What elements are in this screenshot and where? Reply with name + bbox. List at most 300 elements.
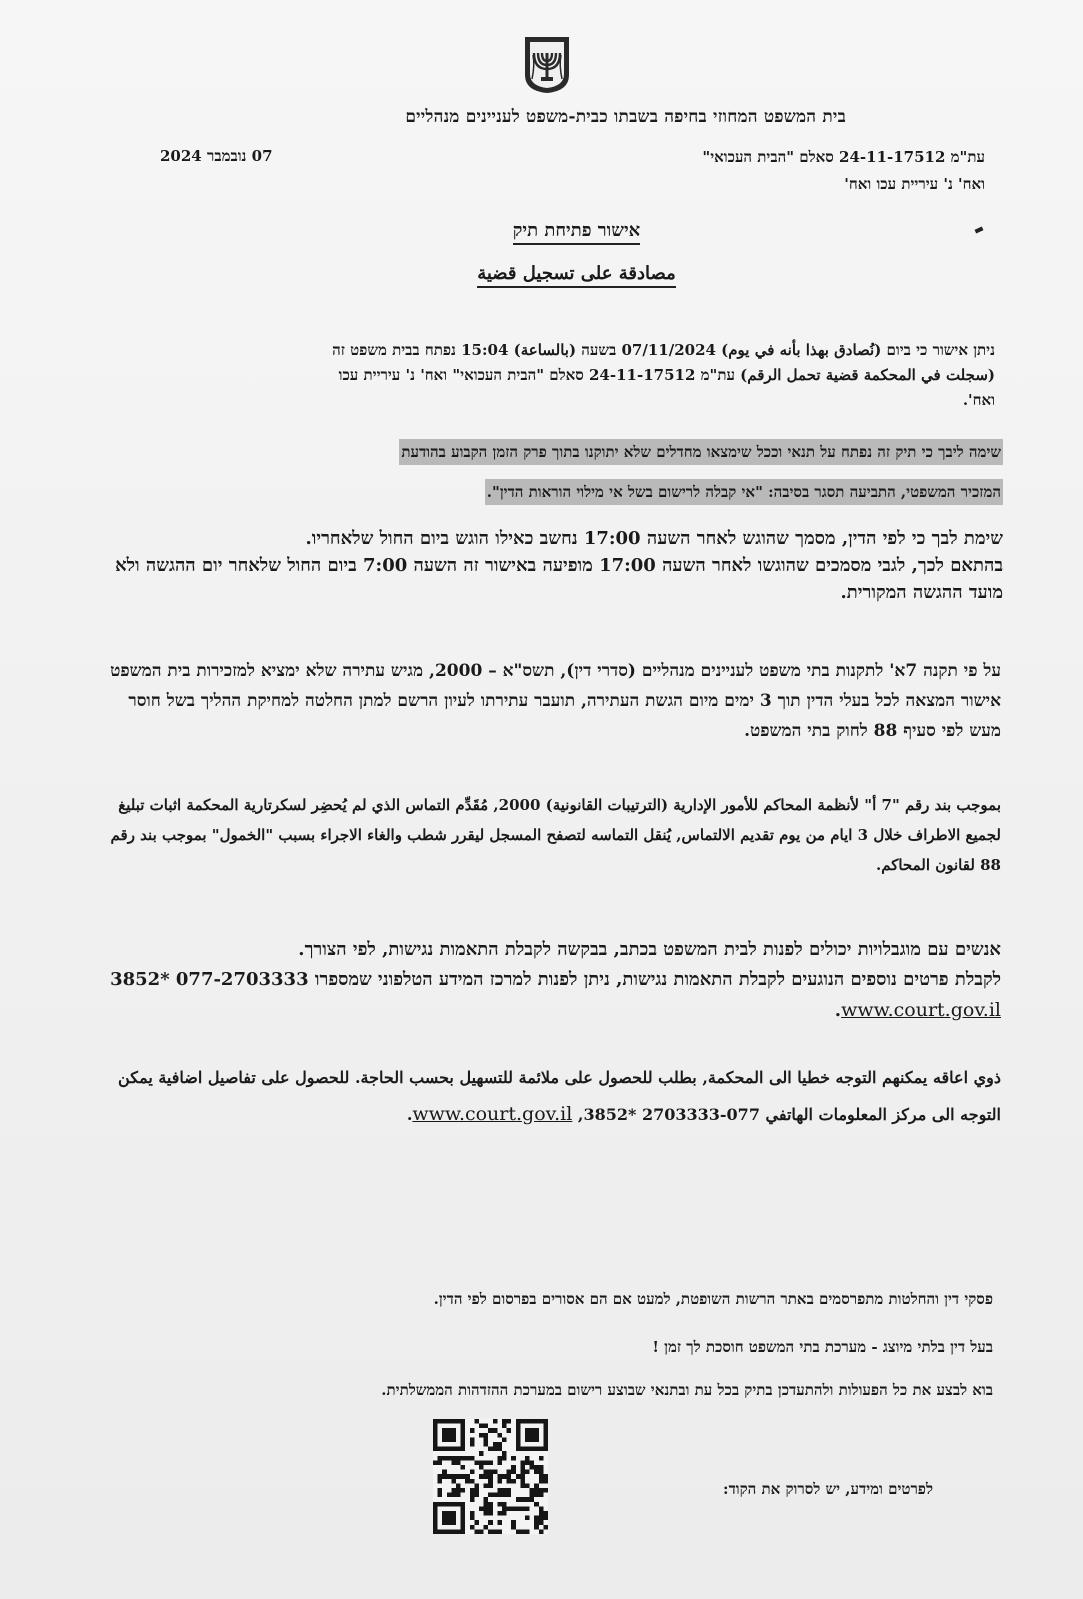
qr-module	[516, 1506, 521, 1511]
qr-module	[516, 1529, 521, 1534]
qr-module	[479, 1433, 484, 1438]
qr-module	[507, 1470, 512, 1475]
qr-module	[543, 1437, 548, 1442]
qr-module	[516, 1474, 521, 1479]
qr-module	[539, 1470, 544, 1475]
qr-module	[530, 1433, 535, 1438]
qr-module	[433, 1419, 438, 1424]
qr-module	[511, 1525, 516, 1530]
qr-module	[447, 1502, 452, 1507]
filing-time-notice	[113, 525, 1003, 606]
qr-module	[451, 1479, 456, 1484]
qr-module	[451, 1488, 456, 1493]
qr-module	[470, 1525, 475, 1530]
qr-module	[520, 1470, 525, 1475]
qr-module	[516, 1437, 521, 1442]
qr-module	[451, 1437, 456, 1442]
confirmation-line-1: ניתן אישור כי ביום (نُصادق بهذا بأنه في يوم) 07/11/2024 בשעה (بالساعة) 15:04 נפתח בבית משפט זה	[332, 341, 995, 359]
qr-module	[447, 1428, 452, 1433]
qr-module	[461, 1502, 466, 1507]
qr-module	[433, 1433, 438, 1438]
qr-module	[442, 1474, 447, 1479]
document-date: 07 נובמבר 2024	[160, 147, 273, 165]
unrepresented-party-notice: בעל דין בלתי מיוצג - מערכת בתי המשפט חוסכת לך זמן !	[652, 1338, 993, 1356]
qr-module	[456, 1474, 461, 1479]
qr-module	[534, 1525, 539, 1530]
qr-module	[543, 1479, 548, 1484]
qr-module	[447, 1529, 452, 1534]
document-title	[0, 220, 1083, 241]
qr-module	[497, 1433, 502, 1438]
qr-module	[447, 1520, 452, 1525]
qr-module	[539, 1516, 544, 1521]
qr-module	[511, 1520, 516, 1525]
qr-module	[461, 1516, 466, 1521]
qr-module	[525, 1529, 530, 1534]
qr-module	[534, 1493, 539, 1498]
qr-module	[543, 1511, 548, 1516]
qr-module	[433, 1516, 438, 1521]
qr-module	[497, 1520, 502, 1525]
qr-module	[502, 1506, 507, 1511]
qr-module	[488, 1493, 493, 1498]
qr-module	[493, 1442, 498, 1447]
confirmation-paragraph	[100, 338, 995, 413]
qr-module	[530, 1460, 535, 1465]
qr-module	[447, 1447, 452, 1452]
qr-module	[470, 1516, 475, 1521]
qr-module	[442, 1437, 447, 1442]
qr-module	[479, 1451, 484, 1456]
qr-module	[516, 1428, 521, 1433]
qr-module	[451, 1433, 456, 1438]
qr-module	[502, 1493, 507, 1498]
qr-module	[470, 1442, 475, 1447]
qr-module	[484, 1470, 489, 1475]
qr-module	[497, 1474, 502, 1479]
qr-module	[543, 1525, 548, 1530]
notice-line-2: המזכיר המשפטי, התביעה תסגר בסיבה: "אי קבלה לרישום בשל אי מילוי הוראות הדין".	[485, 479, 1003, 505]
qr-module	[534, 1428, 539, 1433]
regulation-paragraph: על פי תקנה 7א' לתקנות בתי משפט לעניינים מנהליים (סדרי דין), תשס"א – 2000, מגיש עתירה שלא ימציא למזכירות בית המשפט אישור המצאה לכל בעלי הדין תוך 3 ימים מיום הגשת העתירה, תועבר עתירתו לעיון הרשם למתן החלטה למחיקת ההליך בשל חוסר מעש לפי סעיף 88 לחוק בתי המשפט.	[110, 661, 1001, 741]
qr-module	[520, 1419, 525, 1424]
confirmation-line-2: (سجلت في المحكمة قضية تحمل الرقم) עת"מ 24-11-17512 סאלם "הבית העכואי" ואח' נ' עיריית עכו	[338, 366, 995, 384]
qr-module	[442, 1502, 447, 1507]
qr-module	[479, 1529, 484, 1534]
qr-module	[520, 1479, 525, 1484]
qr-module	[520, 1447, 525, 1452]
qr-module	[530, 1419, 535, 1424]
qr-module	[516, 1442, 521, 1447]
qr-module	[456, 1502, 461, 1507]
qr-module	[543, 1474, 548, 1479]
qr-module	[451, 1502, 456, 1507]
qr-module	[502, 1511, 507, 1516]
qr-module	[438, 1474, 443, 1479]
qr-module	[530, 1497, 535, 1502]
qr-module	[470, 1428, 475, 1433]
qr-module	[511, 1465, 516, 1470]
qr-module	[516, 1447, 521, 1452]
qr-module	[470, 1488, 475, 1493]
qr-module	[447, 1419, 452, 1424]
qr-module	[530, 1488, 535, 1493]
qr-module	[451, 1511, 456, 1516]
qr-module	[539, 1419, 544, 1424]
qr-module	[479, 1460, 484, 1465]
qr-module	[442, 1516, 447, 1521]
qr-module	[511, 1456, 516, 1461]
qr-module	[442, 1433, 447, 1438]
qr-module	[438, 1456, 443, 1461]
qr-module	[520, 1460, 525, 1465]
qr-module	[461, 1424, 466, 1429]
qr-module	[474, 1493, 479, 1498]
qr-module	[497, 1502, 502, 1507]
qr-module	[516, 1419, 521, 1424]
qr-module	[447, 1511, 452, 1516]
qr-module	[479, 1506, 484, 1511]
qr-module	[488, 1479, 493, 1484]
qr-module	[438, 1529, 443, 1534]
qr-module	[461, 1447, 466, 1452]
qr-module	[539, 1447, 544, 1452]
qr-module	[456, 1460, 461, 1465]
qr-module	[488, 1506, 493, 1511]
qr-module	[433, 1502, 438, 1507]
qr-module	[433, 1511, 438, 1516]
qr-module	[511, 1470, 516, 1475]
qr-code-icon[interactable]	[433, 1418, 548, 1535]
qr-module	[465, 1479, 470, 1484]
qr-instruction: לפרטים ומידע, יש לסרוק את הקוד:	[723, 1480, 933, 1498]
qr-module	[539, 1511, 544, 1516]
qr-module	[525, 1437, 530, 1442]
qr-module	[438, 1488, 443, 1493]
qr-module	[534, 1502, 539, 1507]
qr-module	[525, 1460, 530, 1465]
publication-notice: פסקי דין והחלטות מתפרסמים באתר הרשות השופטת, למעט אם הם אסורים בפרסום לפי הדין.	[433, 1290, 993, 1308]
qr-module	[456, 1493, 461, 1498]
qr-module	[497, 1479, 502, 1484]
qr-module	[520, 1497, 525, 1502]
qr-module	[488, 1470, 493, 1475]
court-website-link[interactable]: www.court.gov.il	[841, 999, 1001, 1021]
qr-module	[530, 1465, 535, 1470]
qr-module	[507, 1493, 512, 1498]
qr-module	[502, 1474, 507, 1479]
court-website-link-arabic[interactable]: www.court.gov.il	[412, 1103, 573, 1125]
qr-module	[433, 1460, 438, 1465]
qr-module	[525, 1456, 530, 1461]
case-number-line: עת"מ 24-11-17512 סאלם "הבית העכואי"	[702, 148, 985, 166]
qr-module	[488, 1502, 493, 1507]
qr-module	[520, 1506, 525, 1511]
qr-module	[461, 1506, 466, 1511]
qr-module	[447, 1474, 452, 1479]
court-name: בית המשפט המחוזי בחיפה בשבתו כבית-משפט לעניינים מנהליים	[405, 107, 846, 127]
qr-module	[433, 1447, 438, 1452]
qr-module	[470, 1497, 475, 1502]
qr-module	[525, 1497, 530, 1502]
qr-module	[497, 1460, 502, 1465]
qr-module	[442, 1419, 447, 1424]
qr-module	[543, 1488, 548, 1493]
qr-module	[525, 1470, 530, 1475]
qr-module	[433, 1442, 438, 1447]
qr-module	[539, 1488, 544, 1493]
qr-module	[442, 1428, 447, 1433]
qr-module	[461, 1529, 466, 1534]
notice-row-2	[123, 472, 1003, 512]
qr-module	[433, 1428, 438, 1433]
qr-module	[534, 1488, 539, 1493]
qr-module	[470, 1479, 475, 1484]
qr-module	[525, 1419, 530, 1424]
qr-module	[488, 1529, 493, 1534]
qr-module	[479, 1465, 484, 1470]
qr-module	[451, 1456, 456, 1461]
qr-module	[484, 1442, 489, 1447]
qr-module	[543, 1428, 548, 1433]
qr-module	[465, 1456, 470, 1461]
qr-module	[520, 1529, 525, 1534]
qr-module	[525, 1447, 530, 1452]
conditional-notice	[123, 432, 1003, 512]
qr-module	[461, 1442, 466, 1447]
qr-module	[502, 1424, 507, 1429]
filing-time-paragraph-1: שימת לבך כי לפי הדין, מסמך שהוגש לאחר השעה 17:00 נחשב כאילו הוגש ביום החול שלאחריו.	[305, 528, 1003, 549]
qr-module	[484, 1424, 489, 1429]
qr-module	[442, 1470, 447, 1475]
qr-module	[497, 1456, 502, 1461]
qr-module	[461, 1428, 466, 1433]
qr-module	[534, 1470, 539, 1475]
qr-module	[516, 1497, 521, 1502]
qr-module	[543, 1424, 548, 1429]
qr-module	[484, 1437, 489, 1442]
qr-module	[438, 1460, 443, 1465]
qr-module	[534, 1447, 539, 1452]
menorah-emblem-icon	[523, 35, 571, 95]
qr-module	[451, 1419, 456, 1424]
qr-module	[534, 1437, 539, 1442]
notice-row-1	[123, 432, 1003, 472]
qr-module	[534, 1465, 539, 1470]
qr-module	[497, 1529, 502, 1534]
qr-module	[511, 1506, 516, 1511]
filing-time-paragraph-2: בהתאם לכך, לגבי מסמכים שהוגשו לאחר השעה 17:00 מופיעה באישור זה השעה 7:00 ביום החול שלאחר יום ההגשה ולא מועד ההגשה המקורית.	[115, 555, 1003, 603]
qr-module	[530, 1428, 535, 1433]
qr-module	[525, 1516, 530, 1521]
qr-module	[520, 1474, 525, 1479]
qr-module	[461, 1511, 466, 1516]
qr-module	[451, 1428, 456, 1433]
accessibility-arabic-text: ذوي اعاقه يمكنهم التوجه خطيا الى المحكمة, بطلب للحصول على ملائمة للتسهيل بحسب الحاجة. للحصول على تفاصيل اضافية يمكن التوجه الى مركز المعلومات الهاتفي 077-2703333 *3852,	[118, 1068, 1001, 1124]
qr-module	[442, 1511, 447, 1516]
qr-module	[433, 1520, 438, 1525]
qr-module	[451, 1447, 456, 1452]
qr-module	[433, 1424, 438, 1429]
qr-module	[451, 1493, 456, 1498]
qr-module	[461, 1520, 466, 1525]
qr-module	[461, 1437, 466, 1442]
qr-module	[534, 1520, 539, 1525]
qr-module	[484, 1483, 489, 1488]
qr-module	[507, 1488, 512, 1493]
qr-module	[525, 1483, 530, 1488]
qr-module	[470, 1493, 475, 1498]
qr-module	[456, 1529, 461, 1534]
qr-module	[530, 1493, 535, 1498]
qr-module	[447, 1516, 452, 1521]
accessibility-paragraph-1: אנשים עם מוגבלויות יכולים לפנות לבית המשפט בכתב, בבקשה לקבלת התאמות נגישות, לפי הצורך.	[298, 939, 1001, 960]
qr-module	[451, 1520, 456, 1525]
qr-module	[479, 1424, 484, 1429]
qr-module	[438, 1419, 443, 1424]
qr-module	[484, 1502, 489, 1507]
qr-module	[525, 1433, 530, 1438]
qr-module	[442, 1520, 447, 1525]
qr-module	[525, 1506, 530, 1511]
case-parties-line: ואח' נ' עיריית עכו ואח'	[844, 175, 985, 193]
title-arabic-text: مصادقة على تسجيل قضية	[477, 263, 676, 288]
qr-module	[543, 1419, 548, 1424]
qr-module	[530, 1447, 535, 1452]
qr-module	[534, 1483, 539, 1488]
qr-module	[433, 1525, 438, 1530]
confirmation-line-3: ואח'.	[962, 391, 995, 409]
qr-module	[539, 1506, 544, 1511]
qr-module	[502, 1488, 507, 1493]
qr-module	[493, 1419, 498, 1424]
qr-module	[497, 1488, 502, 1493]
qr-module	[484, 1460, 489, 1465]
qr-module	[438, 1447, 443, 1452]
qr-module	[520, 1465, 525, 1470]
qr-module	[516, 1433, 521, 1438]
title-text: אישור פתיחת תיק	[513, 220, 640, 245]
qr-module	[534, 1516, 539, 1521]
regulation-paragraph-arabic: بموجب بند رقم "7 أ" لأنظمة المحاكم للأمور الإدارية (الترتيبات القانونية) 2000, مُقَدِّم التماس الذي لم يُحضِر لسكرتارية المحكمة اثبات تبليغ لجميع الاطراف خلال 3 ايام من يوم تقديم الالتماس, يُنقل التماسه لتصفح المسجل ليقرر شطب والغاء الاجراء بسبب "الخمول" بموجب بند رقم 88 لقانون المحاكم.	[110, 796, 1001, 874]
qr-module	[474, 1529, 479, 1534]
qr-module	[484, 1474, 489, 1479]
qr-module	[511, 1479, 516, 1484]
qr-module	[493, 1470, 498, 1475]
qr-module	[474, 1460, 479, 1465]
qr-module	[497, 1447, 502, 1452]
accessibility-notice-arabic: ذوي اعاقه يمكنهم التوجه خطيا الى المحكمة, بطلب للحصول على ملائمة للتسهيل بحسب الحاجة. للحصول على تفاصيل اضافية يمكن التوجه الى مركز المعلومات الهاتفي 077-2703333 *3852, www.court.gov.il.	[118, 1068, 1001, 1125]
qr-module	[461, 1525, 466, 1530]
qr-module	[502, 1502, 507, 1507]
qr-module	[451, 1474, 456, 1479]
qr-module	[488, 1460, 493, 1465]
qr-module	[539, 1479, 544, 1484]
qr-module	[447, 1493, 452, 1498]
accessibility-contact: לקבלת פרטים נוספים הנוגעים לקבלת התאמות נגישות, ניתן לפנות למרכז המידע הטלפוני שמספרו 077-2703333 *3852	[110, 969, 1001, 990]
accessibility-paragraph-2: לקבלת פרטים נוספים הנוגעים לקבלת התאמות נגישות, ניתן לפנות למרכז המידע הטלפוני שמספרו 077-2703333 *3852 www.court.gov.il.	[110, 969, 1001, 1021]
qr-module	[502, 1456, 507, 1461]
qr-module	[493, 1493, 498, 1498]
qr-module	[442, 1529, 447, 1534]
registration-notice: בוא לבצע את כל הפעולות ולהתעדכן בתיק בכל עת ובתנאי שבוצע רישום במערכת ההזדהות הממשלתית.	[381, 1381, 993, 1399]
qr-module	[461, 1474, 466, 1479]
qr-module	[438, 1493, 443, 1498]
qr-module	[543, 1433, 548, 1438]
qr-module	[456, 1488, 461, 1493]
qr-module	[474, 1419, 479, 1424]
qr-module	[534, 1419, 539, 1424]
qr-module	[438, 1479, 443, 1484]
qr-module	[474, 1520, 479, 1525]
qr-module	[470, 1456, 475, 1461]
qr-module	[539, 1529, 544, 1534]
qr-module	[433, 1529, 438, 1534]
qr-module	[488, 1428, 493, 1433]
qr-module	[488, 1474, 493, 1479]
qr-module	[484, 1497, 489, 1502]
qr-module	[461, 1433, 466, 1438]
qr-module	[502, 1451, 507, 1456]
qr-module	[539, 1474, 544, 1479]
qr-module	[493, 1447, 498, 1452]
qr-module	[539, 1465, 544, 1470]
qr-module	[470, 1470, 475, 1475]
qr-module	[484, 1506, 489, 1511]
qr-module	[433, 1506, 438, 1511]
qr-module	[461, 1419, 466, 1424]
qr-module	[442, 1447, 447, 1452]
qr-module	[520, 1483, 525, 1488]
qr-module	[543, 1447, 548, 1452]
qr-module	[470, 1437, 475, 1442]
qr-module	[497, 1442, 502, 1447]
document-title-arabic	[0, 263, 1083, 284]
qr-module	[502, 1437, 507, 1442]
qr-module	[438, 1502, 443, 1507]
notice-line-1: שימה ליבך כי תיק זה נפתח על תנאי וככל שימצאו מחדלים שלא יתוקנו בתוך פרק הזמן הקבוע בהודעת	[399, 439, 1003, 465]
qr-module	[456, 1483, 461, 1488]
qr-module	[507, 1428, 512, 1433]
qr-module	[530, 1437, 535, 1442]
qr-module	[456, 1456, 461, 1461]
qr-module	[451, 1529, 456, 1534]
qr-module	[456, 1447, 461, 1452]
qr-module	[539, 1520, 544, 1525]
qr-module	[447, 1437, 452, 1442]
qr-module	[539, 1493, 544, 1498]
qr-module	[442, 1456, 447, 1461]
qr-module	[497, 1511, 502, 1516]
qr-module	[479, 1474, 484, 1479]
qr-module	[488, 1483, 493, 1488]
qr-module	[497, 1493, 502, 1498]
qr-module	[534, 1433, 539, 1438]
qr-module	[447, 1433, 452, 1438]
qr-module	[525, 1428, 530, 1433]
qr-module	[484, 1433, 489, 1438]
qr-module	[461, 1465, 466, 1470]
qr-module	[539, 1456, 544, 1461]
qr-module	[493, 1428, 498, 1433]
qr-module	[484, 1511, 489, 1516]
qr-module	[474, 1483, 479, 1488]
qr-module	[433, 1437, 438, 1442]
qr-module	[451, 1460, 456, 1465]
qr-module	[507, 1506, 512, 1511]
qr-module	[488, 1511, 493, 1516]
qr-module	[493, 1529, 498, 1534]
